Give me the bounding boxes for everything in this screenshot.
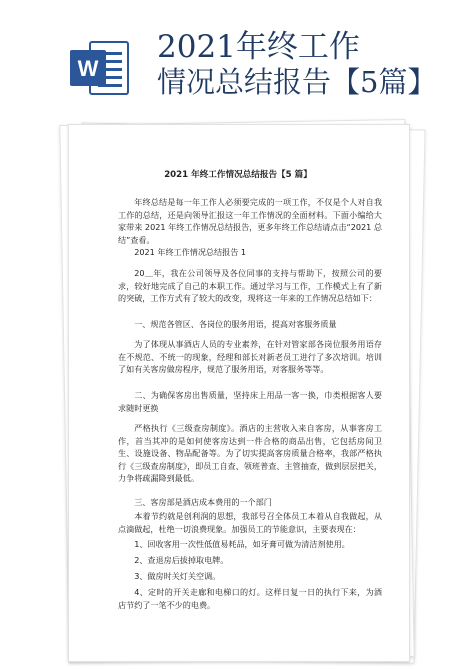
paragraph-section-2-heading: 二、为确保客房出售质量，坚持床上用品一客一换，巾类根据客人要求随时更换 — [118, 390, 382, 413]
paragraph-section-3-heading: 三、客房部是酒店成本费用的一个部门 — [134, 497, 272, 507]
list-item-2: 2、查退房后拔掉取电牌。 — [134, 555, 229, 565]
document-preview — [58, 118, 418, 663]
paragraph-section-3-body: 本着节约就是创利润的思想，我部号召全体员工本着从自我做起，从点滴做起，杜绝一切浪费现象。加强员工的节能意识，主要表现在： — [118, 511, 382, 534]
svg-text:W: W — [77, 56, 99, 81]
document-content — [68, 124, 408, 660]
word-doc-icon — [68, 38, 132, 98]
list-item-4: 4、定时的开关走廊和电梯口的灯。这样日复一日的执行下来，为酒店节约了一笔不少的电费。 — [118, 587, 382, 610]
paragraph-section-1-heading: 一、规范各管区、各岗位的服务用语，提高对客服务质量 — [134, 319, 337, 329]
page-title-line-1: 2021年终工作 — [157, 29, 360, 65]
paragraph-report-heading: 2021 年终工作情况总结报告 1 — [134, 247, 247, 257]
list-item-3: 3、做房时关灯关空调。 — [134, 571, 221, 581]
header-banner — [0, 0, 474, 112]
list-item-1: 1、回收客用一次性低值易耗品，如牙膏可做为清洁剂使用。 — [134, 539, 350, 549]
paragraph-overview: 20＿年，我在公司领导及各位同事的支持与帮助下，按照公司的要求，较好地完成了自己的本职工作。通过学习与工作，工作模式上有了新的突破，工作方式有了较大的改变，现将这一年来的工作情况总结如下： — [118, 268, 382, 304]
paragraph-section-1-body: 为了体现从事酒店人员的专业素养，在针对管家部各岗位服务用语存在不规范、不统一的现象，经理和部长对新老员工进行了多次培训。培训了如有关客房做房程序，规范了服务用语，对客服务等等。 — [118, 339, 382, 375]
paragraph-section-2-body: 严格执行《三级查房制度》。酒店的主营收入来自客房，从事客房工作，首当其冲的是如何使客房达到一件合格的商品出售，它包括房间卫生、设施设备、物品配备等。为了切实提高客房质量合格率，我部严格执行《三级查房制度》，即员工自查、领班普查、主管抽查，做到层层把关，力争将疏漏降到最低。 — [118, 423, 382, 484]
paragraph-intro: 年终总结是每一年工作人必须要完成的一项工作，不仅是个人对自我工作的总结，还是向领导汇报这一年工作情况的全面材料。下面小编给大家带来 2021 年终工作情况总结报告，更多年终工作总结请点击“2021 总结”查看。 — [118, 197, 382, 245]
page-title-line-2: 情况总结报告【5篇】 — [157, 65, 437, 99]
document-title: 2021 年终工作情况总结报告【5 篇】 — [164, 170, 312, 180]
